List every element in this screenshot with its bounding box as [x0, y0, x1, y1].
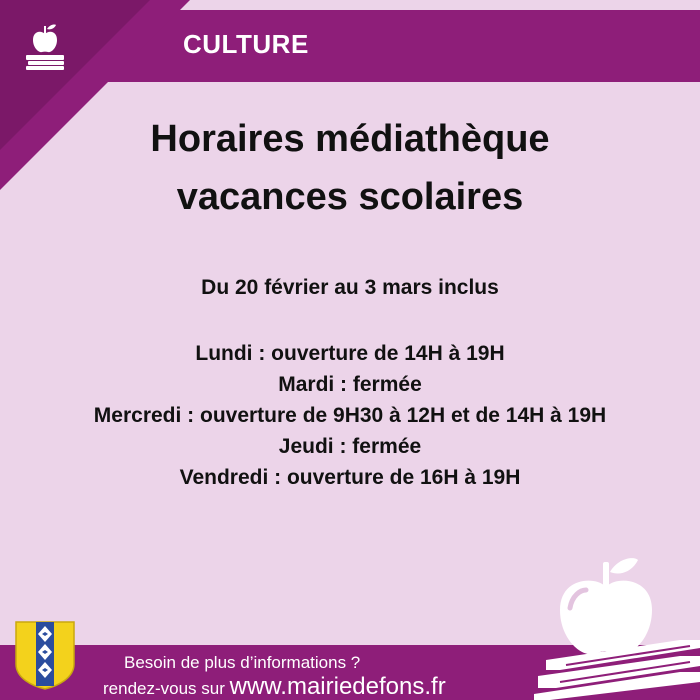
schedule-list — [0, 338, 700, 493]
footer-link-line — [103, 673, 446, 700]
footer-link-prefix: rendez-vous sur — [103, 679, 225, 698]
title-line-1: Horaires médiathèque — [150, 118, 550, 160]
schedule-item-tuesday: Mardi : fermée — [278, 373, 422, 396]
schedule-item-thursday: Jeudi : fermée — [278, 435, 422, 458]
coat-of-arms-logo — [14, 620, 76, 690]
apple-on-books-icon — [22, 20, 68, 70]
schedule-item-monday: Lundi : ouverture de 14H à 19H — [195, 342, 505, 365]
title-line-2: vacances scolaires — [176, 176, 524, 218]
category-label: CULTURE — [183, 29, 309, 59]
schedule-item-friday: Vendredi : ouverture de 16H à 19H — [179, 466, 521, 489]
period-text: Du 20 février au 3 mars inclus — [201, 276, 499, 299]
footer-info-text: Besoin de plus d’informations ? — [124, 653, 361, 672]
apple-books-illustration-icon — [530, 548, 700, 700]
footer-website-link[interactable]: www.mairiedefons.fr — [229, 673, 446, 700]
page-title — [0, 110, 700, 226]
schedule-item-wednesday: Mercredi : ouverture de 9H30 à 12H et de 14H à 19H — [93, 404, 607, 427]
